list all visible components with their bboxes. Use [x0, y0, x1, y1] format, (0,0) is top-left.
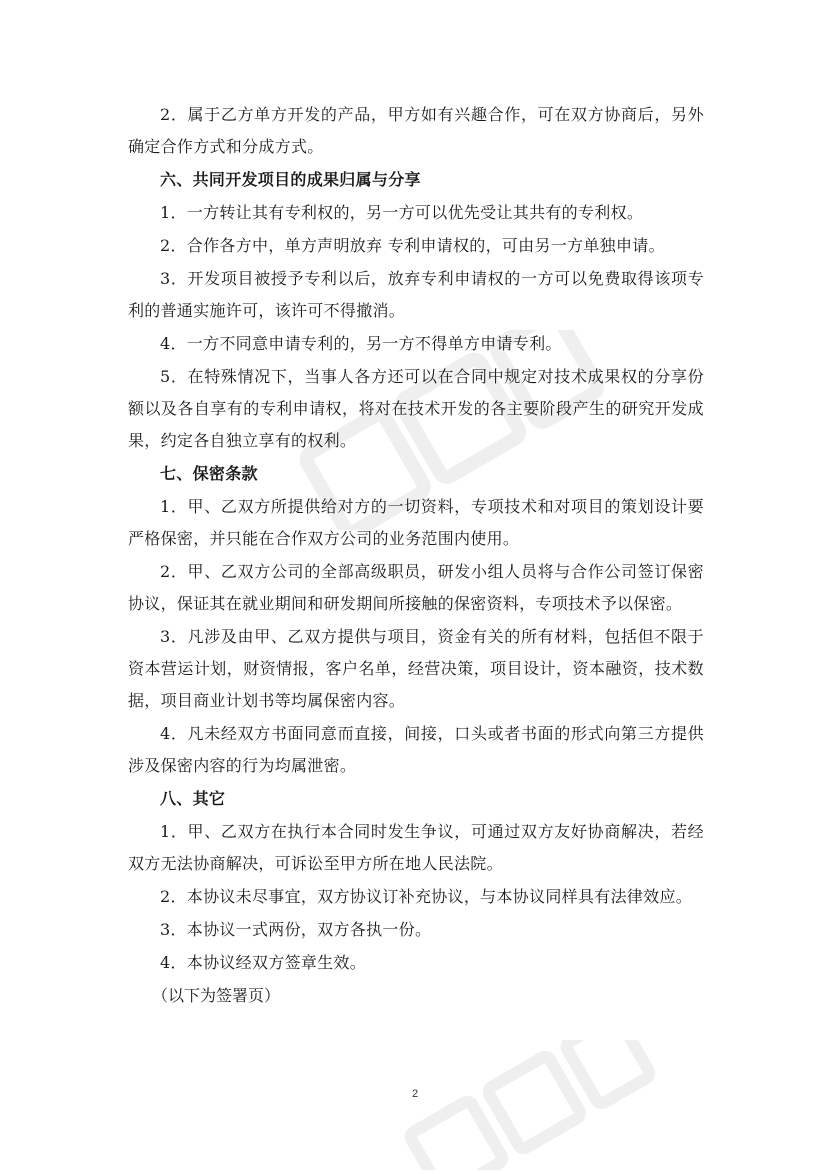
paragraph-6-2: 2．合作各方中，单方声明放弃 专利申请权的，可由另一方单独申请。 [160, 236, 665, 255]
paragraph-8-4: 4．本协议经双方签章生效。 [160, 953, 367, 972]
watermark-seal-icon-bottom [380, 1040, 680, 1170]
section-heading-8: 八、其它 [160, 789, 226, 808]
paragraph-8-2: 2．本协议未尽事宜，双方协议订补充协议，与本协议同样具有法律效应。 [160, 887, 693, 906]
paragraph-7-2: 2．甲、乙双方公司的全部高级职员，研发小组人员将与合作公司签订保密协议，保证其在就业期间和研发期间所接触的保密资料，专项技术予以保密。 [128, 562, 704, 613]
section-heading-7: 七、保密条款 [160, 464, 258, 483]
paragraph-6-5: 5．在特殊情况下，当事人各方还可以在合同中规定对技术成果权的分享份额以及各自享有的专利申请权，将对在技术开发的各主要阶段产生的研究开发成果，约定各自独立享有的权利。 [128, 367, 704, 450]
paragraph-2-product-cooperation: 2．属于乙方单方开发的产品，甲方如有兴趣合作，可在双方协商后，另外确定合作方式和分成方式。 [128, 105, 704, 156]
document-body [128, 99, 704, 1012]
paragraph-6-1: 1．一方转让其有专利权的，另一方可以优先受让其共有的专利权。 [160, 203, 644, 222]
paragraph-8-1: 1．甲、乙双方在执行本合同时发生争议，可通过双方友好协商解决，若经双方无法协商解决，可诉讼至甲方所在地人民法院。 [128, 822, 704, 873]
signature-page-note: （以下为签署页） [152, 986, 281, 1005]
paragraph-6-4: 4．一方不同意申请专利的，另一方不得单方申请专利。 [160, 334, 562, 353]
paragraph-6-3: 3．开发项目被授予专利以后，放弃专利申请权的一方可以免费取得该项专利的普通实施许可，该许可不得撤消。 [128, 269, 704, 320]
page-number: 2 [411, 1088, 419, 1100]
paragraph-7-4: 4．凡未经双方书面同意而直接，间接，口头或者书面的形式向第三方提供涉及保密内容的行为均属泄密。 [128, 724, 704, 775]
paragraph-7-1: 1．甲、乙双方所提供给对方的一切资料，专项技术和对项目的策划设计要严格保密，并只能在合作双方公司的业务范围内使用。 [128, 497, 704, 548]
paragraph-8-3: 3．本协议一式两份，双方各执一份。 [160, 920, 432, 939]
section-heading-6: 六、共同开发项目的成果归属与分享 [160, 170, 421, 189]
paragraph-7-3: 3．凡涉及由甲、乙双方提供与项目，资金有关的所有材料，包括但不限于资本营运计划，财资情报，客户名单，经营决策，项目设计，资本融资，技术数据，项目商业计划书等均属保密内容。 [128, 627, 704, 710]
